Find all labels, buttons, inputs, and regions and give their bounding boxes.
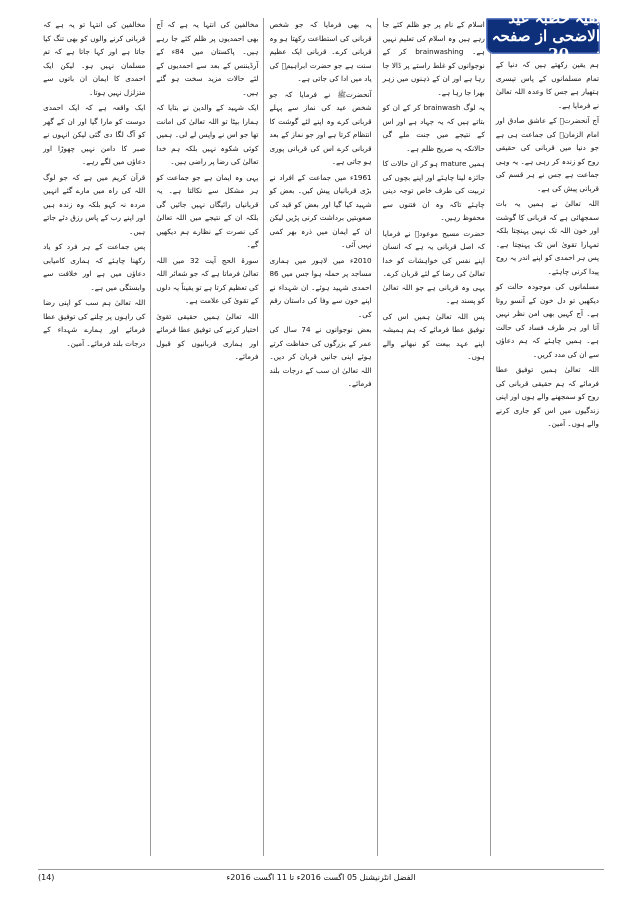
paragraph: اللہ تعالیٰ نے ہمیں یہ بات سمجھائی ہے کہ قربانی کا گوشت اور خون اللہ تک نہیں پہنچتا بلکہ تمہارا تقویٰ اس تک پہنچتا ہے۔ پس ہر احمدی کو اپنے اندر یہ روح پیدا کرنی چاہئے۔	[495, 199, 599, 276]
newspaper-page	[38, 9, 604, 856]
issue-date-line: الفضل انٹرنیشنل 05 اگست 2016ء تا 11 اگست 2016ء	[226, 873, 416, 882]
page-number: (14)	[38, 873, 55, 882]
paragraph: سورۃ الحج آیت 32 میں اللہ تعالیٰ فرماتا ہے کہ جو شعائر اللہ کی تعظیم کرتا ہے تو یقیناً یہ دلوں کے تقویٰ کی علامت ہے۔	[156, 255, 259, 305]
paragraph: آج آنحضرتﷺ کے عاشق صادق اور امام الزمانؑ کی جماعت ہی ہے جو دنیا میں قربانی کی حقیقی روح کو زندہ کر رہی ہے۔ یہ وہی جماعت ہے جس نے ہر قسم کی قربانی پیش کی ہے۔	[495, 116, 599, 193]
article-columns	[38, 18, 604, 856]
paragraph: حضرت مسیح موعودؑ نے فرمایا کہ اصل قربانی یہ ہے کہ انسان اپنے نفس کی خواہشات کو خدا تعالیٰ کی رضا کے لئے قربان کرے۔ یہی وہ قربانی ہے جو اللہ تعالیٰ کو پسند ہے۔	[382, 228, 485, 305]
paragraph: مسلمانوں کی موجودہ حالت کو دیکھیں تو دل خون کے آنسو روتا ہے۔ آج کہیں بھی امن نظر نہیں آتا اور ہر طرف فساد کی حالت ہے۔ ہمیں چاہئے کہ ہم دعاؤں سے ان کی مدد کریں۔	[495, 282, 599, 359]
paragraph: پس جماعت کے ہر فرد کو یاد رکھنا چاہئے کہ ہماری کامیابی دعاؤں میں ہے اور خلافت سے وابستگی میں ہے۔	[43, 242, 146, 292]
paragraph: ایک شہید کے والدین نے بتایا کہ ہمارا بیٹا تو اللہ تعالیٰ کی امانت تھا جو اس نے واپس لے لی۔ ہمیں کوئی شکوہ نہیں بلکہ ہم خدا تعالیٰ کی رضا پر راضی ہیں۔	[156, 103, 259, 166]
paragraph: مخالفین کی انتہا یہ ہے کہ آج بھی احمدیوں پر ظلم کئے جا رہے ہیں۔ پاکستان میں 84ء کے آرڈیننس کے بعد سے احمدیوں کے لئے حالات مزید سخت ہو گئے ہیں۔	[156, 20, 259, 97]
paragraph: آنحضرتﷺ نے فرمایا کہ جو شخص عید کی نماز سے پہلے قربانی کرے وہ اپنے لئے گوشت کا انتظام کرتا ہے اور جو نماز کے بعد قربانی کرے اس کی قربانی پوری ہو جاتی ہے۔	[269, 89, 372, 166]
paragraph: پس اللہ تعالیٰ ہمیں اس کی توفیق عطا فرمائے کہ ہم ہمیشہ اپنے عہد بیعت کو نبھانے والے ہوں۔	[382, 311, 485, 361]
page-footer	[38, 869, 604, 888]
paragraph: اللہ تعالیٰ ہمیں توفیق عطا فرمائے کہ ہم حقیقی قربانی کی روح کو سمجھنے والے ہوں اور اپنی زندگیوں میں اس کو جاری کرنے والے ہوں۔ آمین۔	[495, 365, 599, 428]
paragraph: یہ لوگ brainwash کر کے ان کو بتاتے ہیں کہ یہ جہاد ہے اور اس کے نتیجے میں جنت ملے گی حالانکہ یہ صریح ظلم ہے۔	[382, 103, 485, 153]
article-column-1	[491, 18, 604, 856]
continuation-banner	[486, 9, 600, 63]
article-column-2	[378, 18, 491, 856]
paragraph: یہی وہ ایمان ہے جو جماعت کو ہر مشکل سے نکالتا ہے۔ یہ قربانیاں رائیگاں نہیں جائیں گی بلکہ ان کے نتیجے میں اللہ تعالیٰ کی نصرت کے نظارے ہم دیکھیں گے۔	[156, 172, 259, 249]
paragraph: قرآن کریم میں ہے کہ جو لوگ اللہ کی راہ میں مارے گئے انہیں مردہ نہ کہو بلکہ وہ زندہ ہیں اور اپنے رب کے پاس رزق دئے جاتے ہیں۔	[43, 172, 146, 236]
article-column-3	[264, 18, 377, 856]
paragraph: 1961ء میں جماعت کے افراد نے بڑی قربانیاں پیش کیں۔ بعض کو شہید کیا گیا اور بعض کو قید کی صعوبتیں برداشت کرنی پڑیں لیکن ان کے ایمان میں ذرہ بھر کمی نہیں آئی۔	[269, 172, 372, 249]
paragraph: مخالفین کی انتہا تو یہ ہے کہ قربانی کرنے والوں کو بھی تنگ کیا جاتا ہے اور کہا جاتا ہے کہ تم مسلمان نہیں ہو۔ لیکن ایک احمدی کا ایمان ان باتوں سے متزلزل نہیں ہوتا۔	[43, 20, 146, 97]
paragraph: اللہ تعالیٰ ہم سب کو اپنی رضا کی راہوں پر چلنے کی توفیق عطا فرمائے اور ہمارے شہداء کے درجات بلند فرمائے۔ آمین۔	[43, 298, 146, 348]
paragraph: 2010ء میں لاہور میں ہماری مساجد پر حملہ ہوا جس میں 86 احمدی شہید ہوئے۔ ان شہداء نے اپنے خون سے وفا کی داستان رقم کی۔	[269, 255, 372, 319]
article-column-5	[38, 18, 151, 856]
paragraph: ایک واقعہ ہے کہ ایک احمدی دوست کو مارا گیا اور ان کے گھر کو آگ لگا دی گئی لیکن انہوں نے صبر کا دامن نہیں چھوڑا اور دعاؤں میں لگے رہے۔	[43, 103, 146, 166]
paragraph: بعض نوجوانوں نے 74 سال کی عمر کے بزرگوں کی حفاظت کرتے ہوئے اپنی جانیں قربان کر دیں۔ اللہ تعالیٰ ان سب کے درجات بلند فرمائے۔	[269, 325, 372, 388]
paragraph: ہمیں mature ہو کر ان حالات کا جائزہ لینا چاہئے اور اپنے بچوں کی تربیت کی طرف خاص توجہ دینی چاہئے تاکہ وہ ان فتنوں سے محفوظ رہیں۔	[382, 159, 485, 222]
paragraph: یہ بھی فرمایا کہ جو شخص قربانی کی استطاعت رکھتا ہو وہ قربانی کرے۔ قربانی ایک عظیم سنت ہے جو حضرت ابراہیمؑ کی یاد میں ادا کی جاتی ہے۔	[269, 20, 372, 83]
article-column-4	[151, 18, 264, 856]
paragraph: ہم یقین رکھتے ہیں کہ دنیا کے تمام مسلمانوں کے پاس تیسری ہتھیار ہے جس کا وعدہ اللہ تعالیٰ نے فرمایا ہے۔	[495, 60, 599, 110]
paragraph: اسلام کے نام پر جو ظلم کئے جا رہے ہیں وہ اسلام کی تعلیم نہیں ہے۔ brainwashing کر کے نوجوانوں کو غلط راستے پر ڈالا جا رہا ہے اور ان کے ذہنوں میں زہر بھرا جا رہا ہے۔	[382, 20, 485, 97]
paragraph: اللہ تعالیٰ ہمیں حقیقی تقویٰ اختیار کرنے کی توفیق عطا فرمائے اور ہماری قربانیوں کو قبول فرمائے۔	[156, 311, 259, 361]
banner-title: بقیہ خطبہ عید الاضحی از صفحہ نمبر 20	[491, 9, 600, 63]
